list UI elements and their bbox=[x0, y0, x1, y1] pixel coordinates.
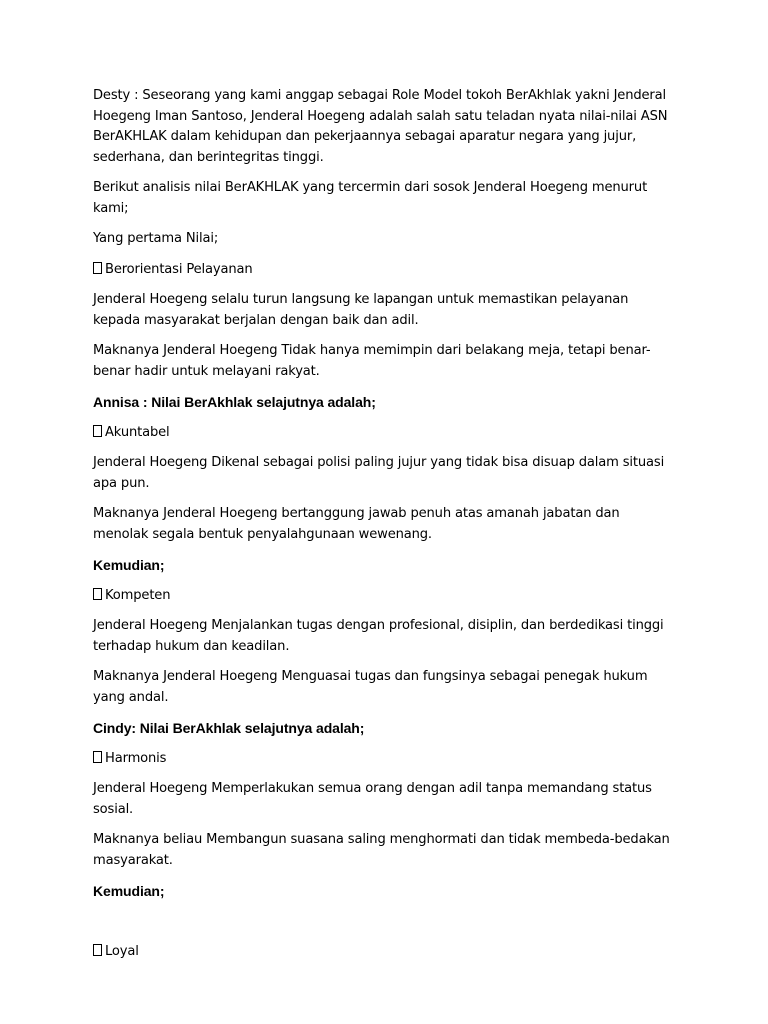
value-item-harmonis bbox=[93, 749, 678, 770]
checkbox-icon bbox=[93, 425, 102, 437]
first-value-intro: Yang pertama Nilai; bbox=[93, 231, 219, 246]
blank-line bbox=[93, 912, 678, 942]
section-heading-kemudian: Kemudian; bbox=[93, 883, 165, 899]
section-heading-annisa: Annisa : Nilai BerAkhlak selajutnya adalah; bbox=[93, 394, 376, 410]
value-meaning: Maknanya beliau Membangun suasana saling menghormati dan tidak membeda-bedakan masyarakat. bbox=[93, 832, 670, 868]
value-label: Loyal bbox=[105, 943, 139, 959]
value-description: Jenderal Hoegeng Menjalankan tugas dengan profesional, disiplin, dan berdedikasi tinggi terhadap hukum dan keadilan. bbox=[93, 618, 664, 654]
intro-paragraph: Desty : Seseorang yang kami anggap sebagai Role Model tokoh BerAkhlak yakni Jenderal Hoegeng Iman Santoso, Jenderal Hoegeng adalah salah satu teladan nyata nilai-nilai ASN BerAKHLAK dalam kehidupan dan pekerjaannya sebagai aparatur negara yang jujur, sederhana, dan berintegritas tinggi. bbox=[93, 88, 668, 165]
value-item-akuntabel bbox=[93, 423, 678, 444]
checkbox-icon bbox=[93, 262, 102, 274]
analysis-intro-paragraph: Berikut analisis nilai BerAKHLAK yang tercermin dari sosok Jenderal Hoegeng menurut kami; bbox=[93, 180, 648, 216]
value-label: Harmonis bbox=[105, 750, 167, 766]
document-page bbox=[93, 86, 678, 972]
value-description: Jenderal Hoegeng Memperlakukan semua orang dengan adil tanpa memandang status sosial. bbox=[93, 781, 652, 817]
section-heading-cindy: Cindy: Nilai BerAkhlak selajutnya adalah; bbox=[93, 720, 365, 736]
value-meaning: Maknanya Jenderal Hoegeng Menguasai tugas dan fungsinya sebagai penegak hukum yang andal. bbox=[93, 669, 648, 705]
value-item-loyal bbox=[93, 942, 678, 963]
value-item-kompeten bbox=[93, 586, 678, 607]
value-meaning: Maknanya Jenderal Hoegeng Tidak hanya memimpin dari belakang meja, tetapi benar-benar hadir untuk melayani rakyat. bbox=[93, 343, 651, 379]
value-label: Kompeten bbox=[105, 587, 171, 603]
value-item-berorientasi-pelayanan bbox=[93, 260, 678, 281]
value-description: Jenderal Hoegeng selalu turun langsung ke lapangan untuk memastikan pelayanan kepada masyarakat berjalan dengan baik dan adil. bbox=[93, 292, 629, 328]
checkbox-icon bbox=[93, 751, 102, 763]
value-label: Akuntabel bbox=[105, 424, 170, 440]
section-heading-kemudian: Kemudian; bbox=[93, 557, 165, 573]
checkbox-icon bbox=[93, 588, 102, 600]
value-description: Jenderal Hoegeng Dikenal sebagai polisi paling jujur yang tidak bisa disuap dalam situasi apa pun. bbox=[93, 455, 665, 491]
checkbox-icon bbox=[93, 944, 102, 956]
value-meaning: Maknanya Jenderal Hoegeng bertanggung jawab penuh atas amanah jabatan dan menolak segala bentuk penyalahgunaan wewenang. bbox=[93, 506, 620, 542]
value-label: Berorientasi Pelayanan bbox=[105, 261, 253, 277]
